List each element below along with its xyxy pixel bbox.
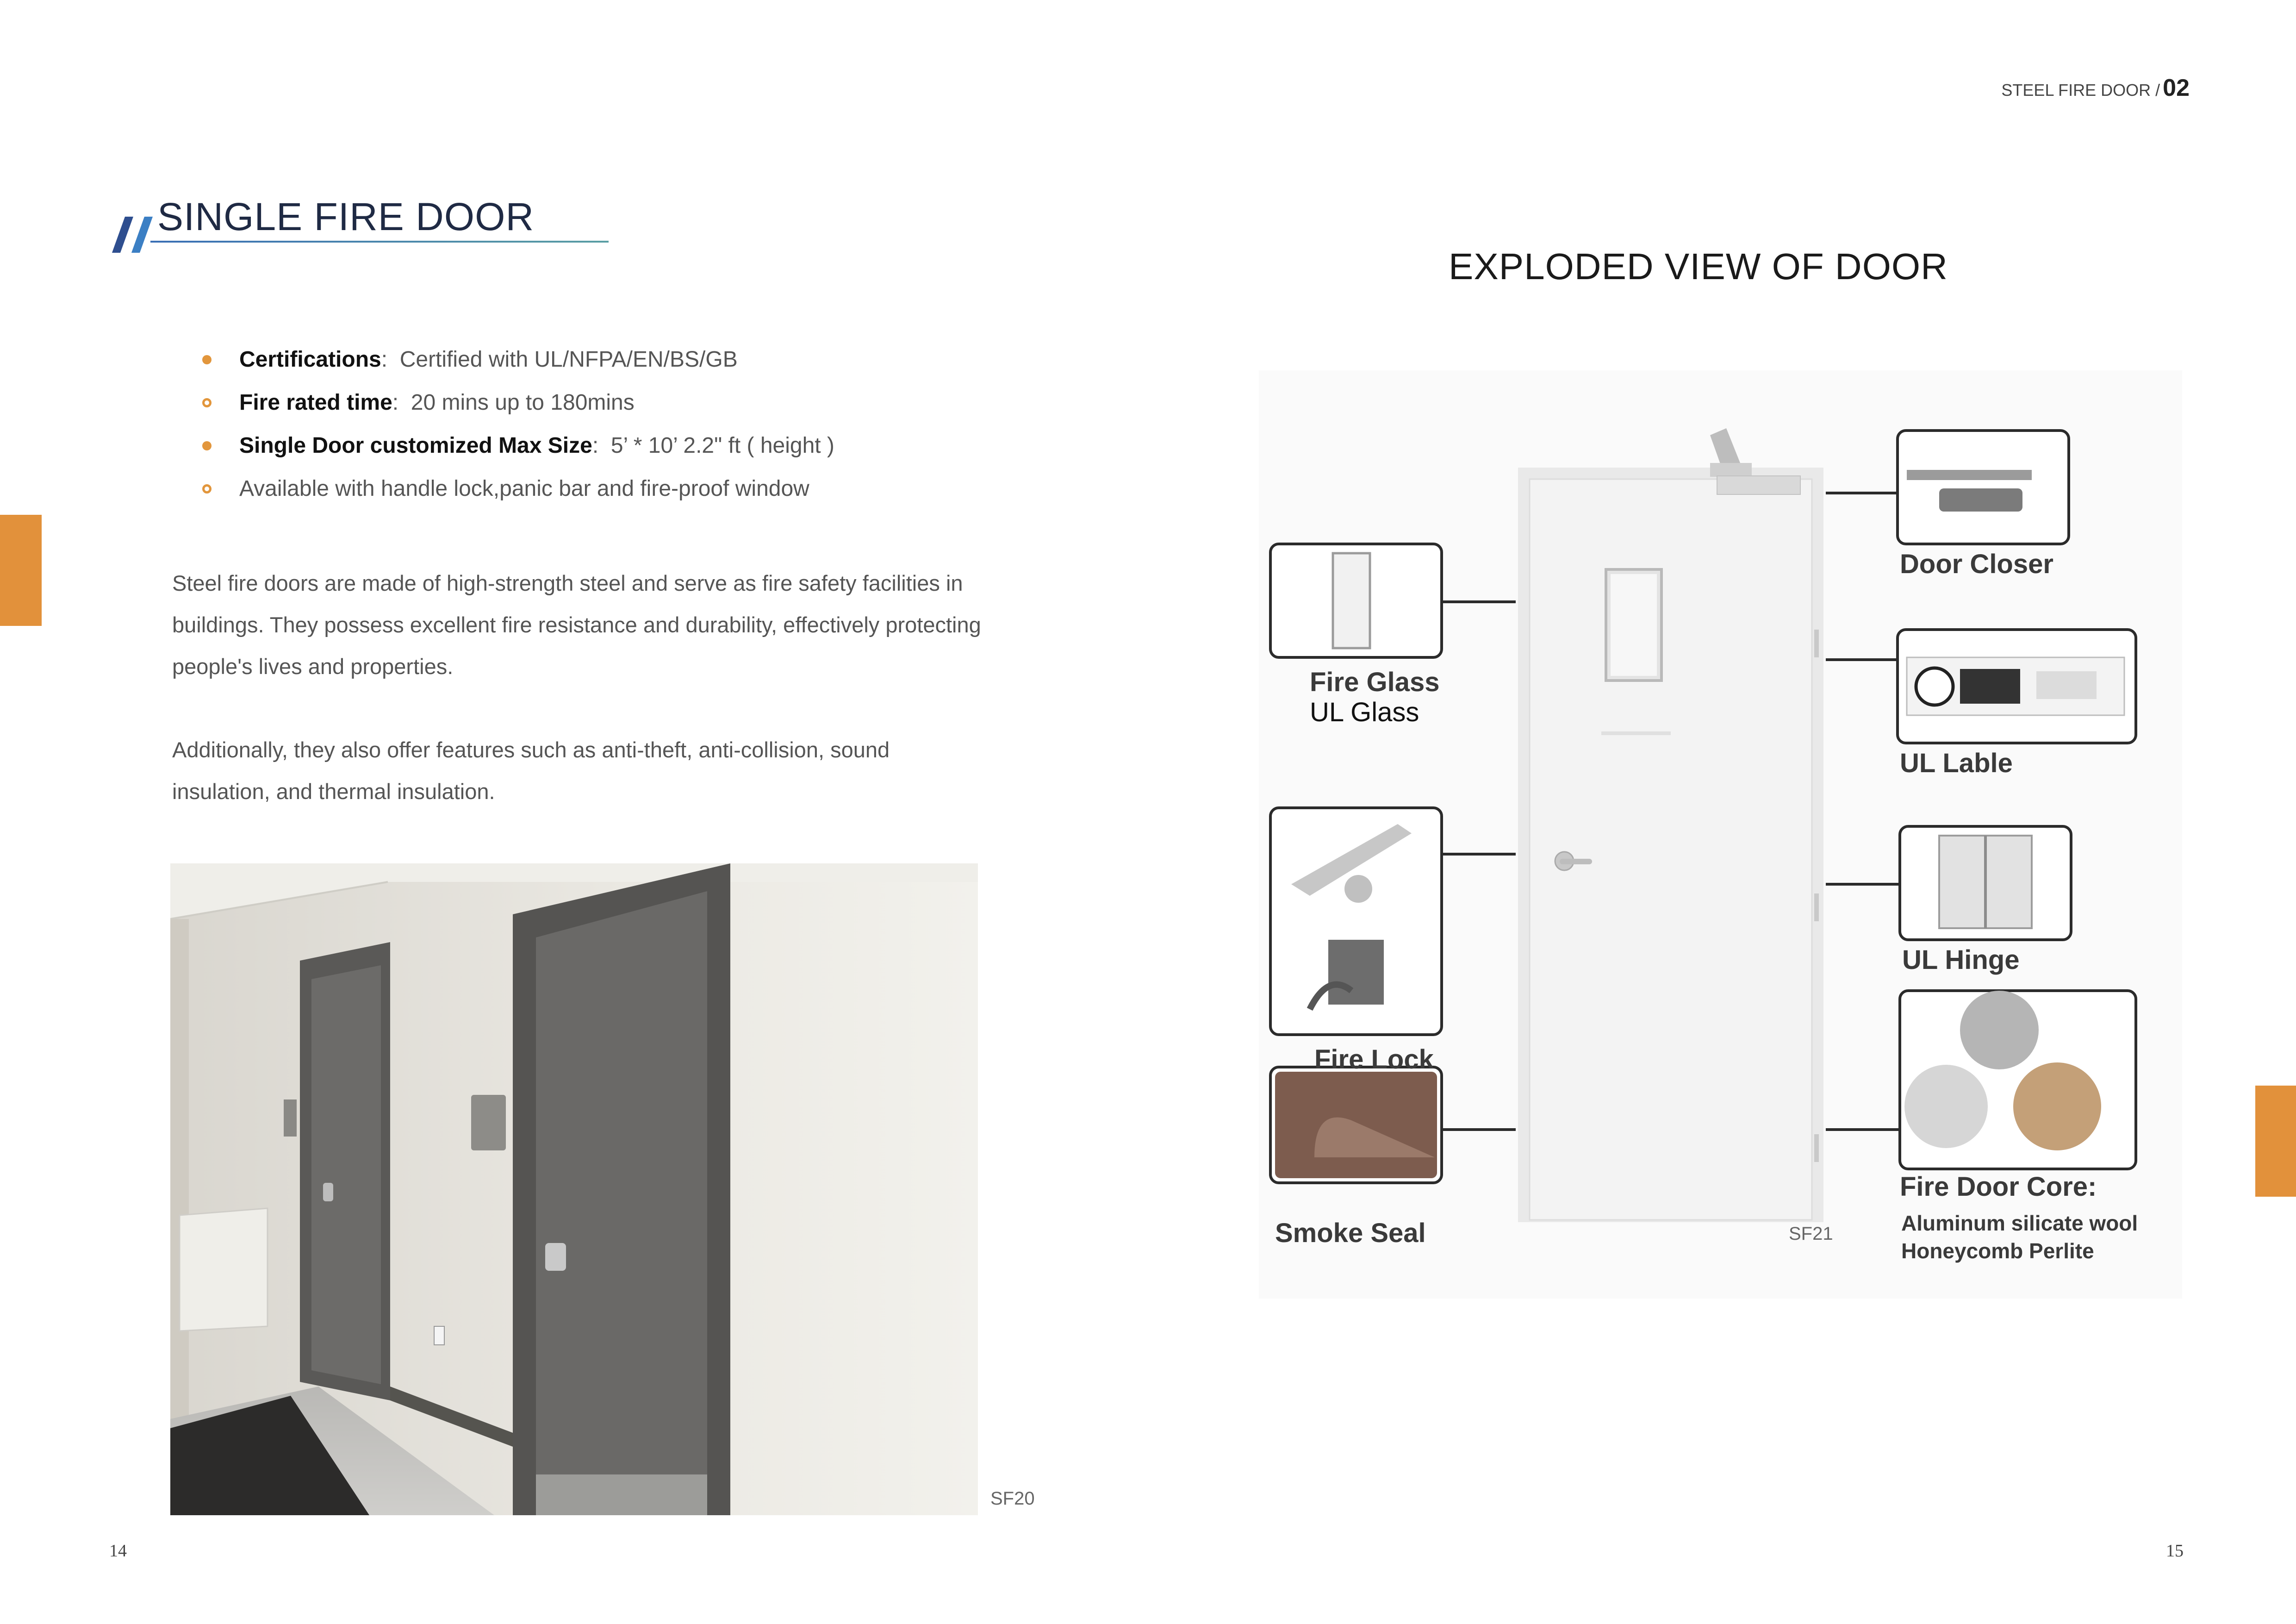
spec-value: Certified with UL/NFPA/EN/BS/GB <box>399 347 738 372</box>
exploded-view-diagram <box>1259 370 2182 1299</box>
spec-separator: : <box>592 433 599 458</box>
label-fire-glass: Fire Glass <box>1310 667 1440 697</box>
photo-caption-left: SF20 <box>990 1488 1035 1509</box>
label-fire-door-core: Fire Door Core: <box>1900 1172 2097 1202</box>
spec-label: Single Door customized Max Size <box>239 433 592 458</box>
corridor-photo <box>170 863 978 1515</box>
fire-glass-box <box>1270 544 1442 657</box>
photo-caption-right: SF21 <box>1789 1224 1833 1244</box>
label-door-closer: Door Closer <box>1900 549 2053 579</box>
exploded-door-illustration <box>1259 370 2182 1299</box>
bullet-icon <box>202 398 212 407</box>
label-ul-hinge: UL Hinge <box>1902 945 2020 975</box>
label-ul-glass: UL Glass <box>1310 697 1419 727</box>
label-smoke-seal: Smoke Seal <box>1275 1218 1426 1248</box>
right-edge-tab <box>2255 1086 2296 1197</box>
header-page-number: 02 <box>2163 75 2190 101</box>
smoke-seal-box <box>1270 1067 1442 1183</box>
ul-label-box <box>1898 630 2136 743</box>
label-fire-lock: Fire Lock <box>1314 1044 1434 1074</box>
ul-hinge-box <box>1900 826 2071 940</box>
spec-value: 5’ * 10’ 2.2" ft ( height ) <box>610 433 834 458</box>
spec-item-max-size <box>197 424 834 467</box>
running-header <box>2001 74 2190 102</box>
label-ul-lable: UL Lable <box>1900 748 2013 778</box>
spec-item-availability <box>197 467 834 510</box>
label-core-materials-1: Aluminum silicate wool <box>1901 1211 2138 1235</box>
corridor-illustration <box>170 863 978 1515</box>
label-core-materials-2: Honeycomb Perlite <box>1901 1239 2094 1263</box>
left-edge-tab <box>0 515 42 626</box>
bullet-icon <box>202 355 212 364</box>
spec-item-certifications <box>197 338 834 381</box>
description-paragraph: Steel fire doors are made of high-strength steel and serve as fire safety facilities in buildings. They possess excellent fire resistance and durability, effectively protecting people's lives and properties. <box>172 571 981 679</box>
header-section: STEEL FIRE DOOR / <box>2001 81 2160 100</box>
bullet-icon <box>202 441 212 450</box>
title-underline <box>150 241 609 243</box>
door-closer-box <box>1898 431 2069 544</box>
features-paragraph: Additionally, they also offer features such as anti-theft, anti-collision, sound insulation, and thermal insulation. <box>172 737 890 804</box>
spec-item-fire-rated-time <box>197 381 834 424</box>
page-number-right: 15 <box>2166 1541 2184 1561</box>
fire-door-core-box <box>1900 991 2136 1169</box>
bullet-icon <box>202 484 212 493</box>
exploded-view-title: EXPLODED VIEW OF DOOR <box>1449 246 1948 287</box>
double-slash-icon <box>111 212 162 254</box>
spec-label: Certifications <box>239 347 381 372</box>
spec-separator: : <box>392 390 399 415</box>
page-number-left: 14 <box>109 1541 127 1561</box>
spec-list <box>197 338 834 510</box>
spec-value: 20 mins up to 180mins <box>411 390 635 415</box>
spec-label: Fire rated time <box>239 390 392 415</box>
fire-lock-box <box>1270 808 1442 1035</box>
page-title: SINGLE FIRE DOOR <box>157 195 535 238</box>
spec-separator: : <box>381 347 388 372</box>
spec-value: Available with handle lock,panic bar and fire-proof window <box>239 476 809 501</box>
